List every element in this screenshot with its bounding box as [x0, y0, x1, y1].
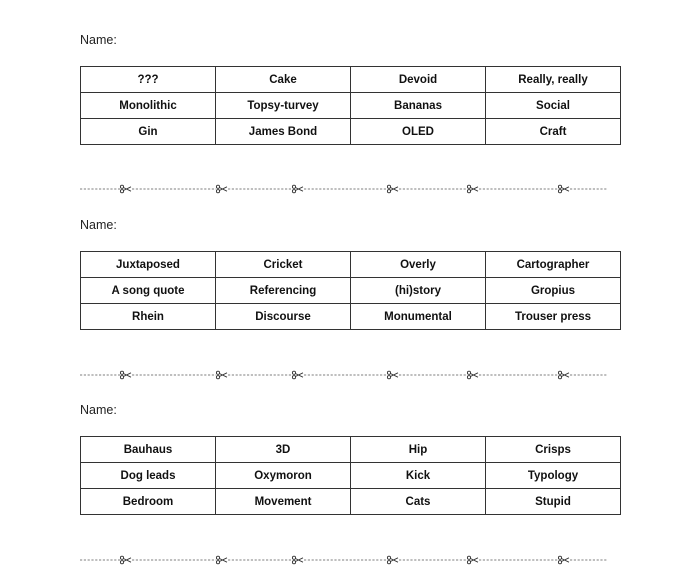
scissors-icon — [292, 371, 303, 379]
scissors-icon — [387, 371, 398, 379]
bingo-cell: Referencing — [216, 278, 351, 304]
scissors-icon — [387, 185, 398, 193]
bingo-cell: Overly — [351, 252, 486, 278]
bingo-cell: Cake — [216, 67, 351, 93]
scissors-icon — [387, 556, 398, 564]
scissors-icon — [558, 371, 569, 379]
bingo-cell: Hip — [351, 437, 486, 463]
bingo-cell: Bedroom — [81, 489, 216, 515]
cut-line — [80, 184, 608, 194]
name-label: Name: — [80, 403, 117, 417]
cut-line — [80, 555, 608, 565]
table-row — [81, 463, 621, 489]
bingo-cell: Monolithic — [81, 93, 216, 119]
bingo-cell: Trouser press — [486, 304, 621, 330]
bingo-cell: Stupid — [486, 489, 621, 515]
table-row — [81, 489, 621, 515]
bingo-cell: Cartographer — [486, 252, 621, 278]
bingo-cell: Craft — [486, 119, 621, 145]
bingo-cell: Cats — [351, 489, 486, 515]
bingo-cell: A song quote — [81, 278, 216, 304]
bingo-cell: Discourse — [216, 304, 351, 330]
table-row — [81, 304, 621, 330]
name-label: Name: — [80, 33, 117, 47]
table-row — [81, 67, 621, 93]
bingo-cell: Really, really — [486, 67, 621, 93]
bingo-cell: Typology — [486, 463, 621, 489]
name-label: Name: — [80, 218, 117, 232]
table-row — [81, 278, 621, 304]
scissors-icon — [558, 556, 569, 564]
bingo-cell: (hi)story — [351, 278, 486, 304]
cut-line-graphic — [80, 370, 608, 380]
scissors-icon — [292, 556, 303, 564]
bingo-cell: James Bond — [216, 119, 351, 145]
bingo-cell: Monumental — [351, 304, 486, 330]
bingo-cell: Gropius — [486, 278, 621, 304]
bingo-cell: 3D — [216, 437, 351, 463]
scissors-icon — [467, 556, 478, 564]
bingo-cell: Movement — [216, 489, 351, 515]
bingo-cell: Social — [486, 93, 621, 119]
bingo-cell: Cricket — [216, 252, 351, 278]
table-row — [81, 437, 621, 463]
scissors-icon — [120, 556, 131, 564]
scissors-icon — [467, 371, 478, 379]
bingo-cell: Devoid — [351, 67, 486, 93]
bingo-cell: ??? — [81, 67, 216, 93]
scissors-icon — [467, 185, 478, 193]
bingo-card — [80, 436, 621, 515]
scissors-icon — [216, 371, 227, 379]
bingo-cell: Rhein — [81, 304, 216, 330]
bingo-cell: Crisps — [486, 437, 621, 463]
scissors-icon — [292, 185, 303, 193]
scissors-icon — [120, 371, 131, 379]
bingo-cell: Topsy-turvey — [216, 93, 351, 119]
table-row — [81, 252, 621, 278]
scissors-icon — [120, 185, 131, 193]
bingo-cell: Kick — [351, 463, 486, 489]
bingo-cell: Bananas — [351, 93, 486, 119]
table-row — [81, 93, 621, 119]
bingo-card — [80, 251, 621, 330]
cut-line — [80, 370, 608, 380]
bingo-card — [80, 66, 621, 145]
bingo-cell: Gin — [81, 119, 216, 145]
cut-line-graphic — [80, 555, 608, 565]
bingo-cell: OLED — [351, 119, 486, 145]
scissors-icon — [216, 556, 227, 564]
bingo-cell: Dog leads — [81, 463, 216, 489]
bingo-cell: Juxtaposed — [81, 252, 216, 278]
cut-line-graphic — [80, 184, 608, 194]
scissors-icon — [558, 185, 569, 193]
table-row — [81, 119, 621, 145]
bingo-cell: Bauhaus — [81, 437, 216, 463]
scissors-icon — [216, 185, 227, 193]
bingo-cell: Oxymoron — [216, 463, 351, 489]
